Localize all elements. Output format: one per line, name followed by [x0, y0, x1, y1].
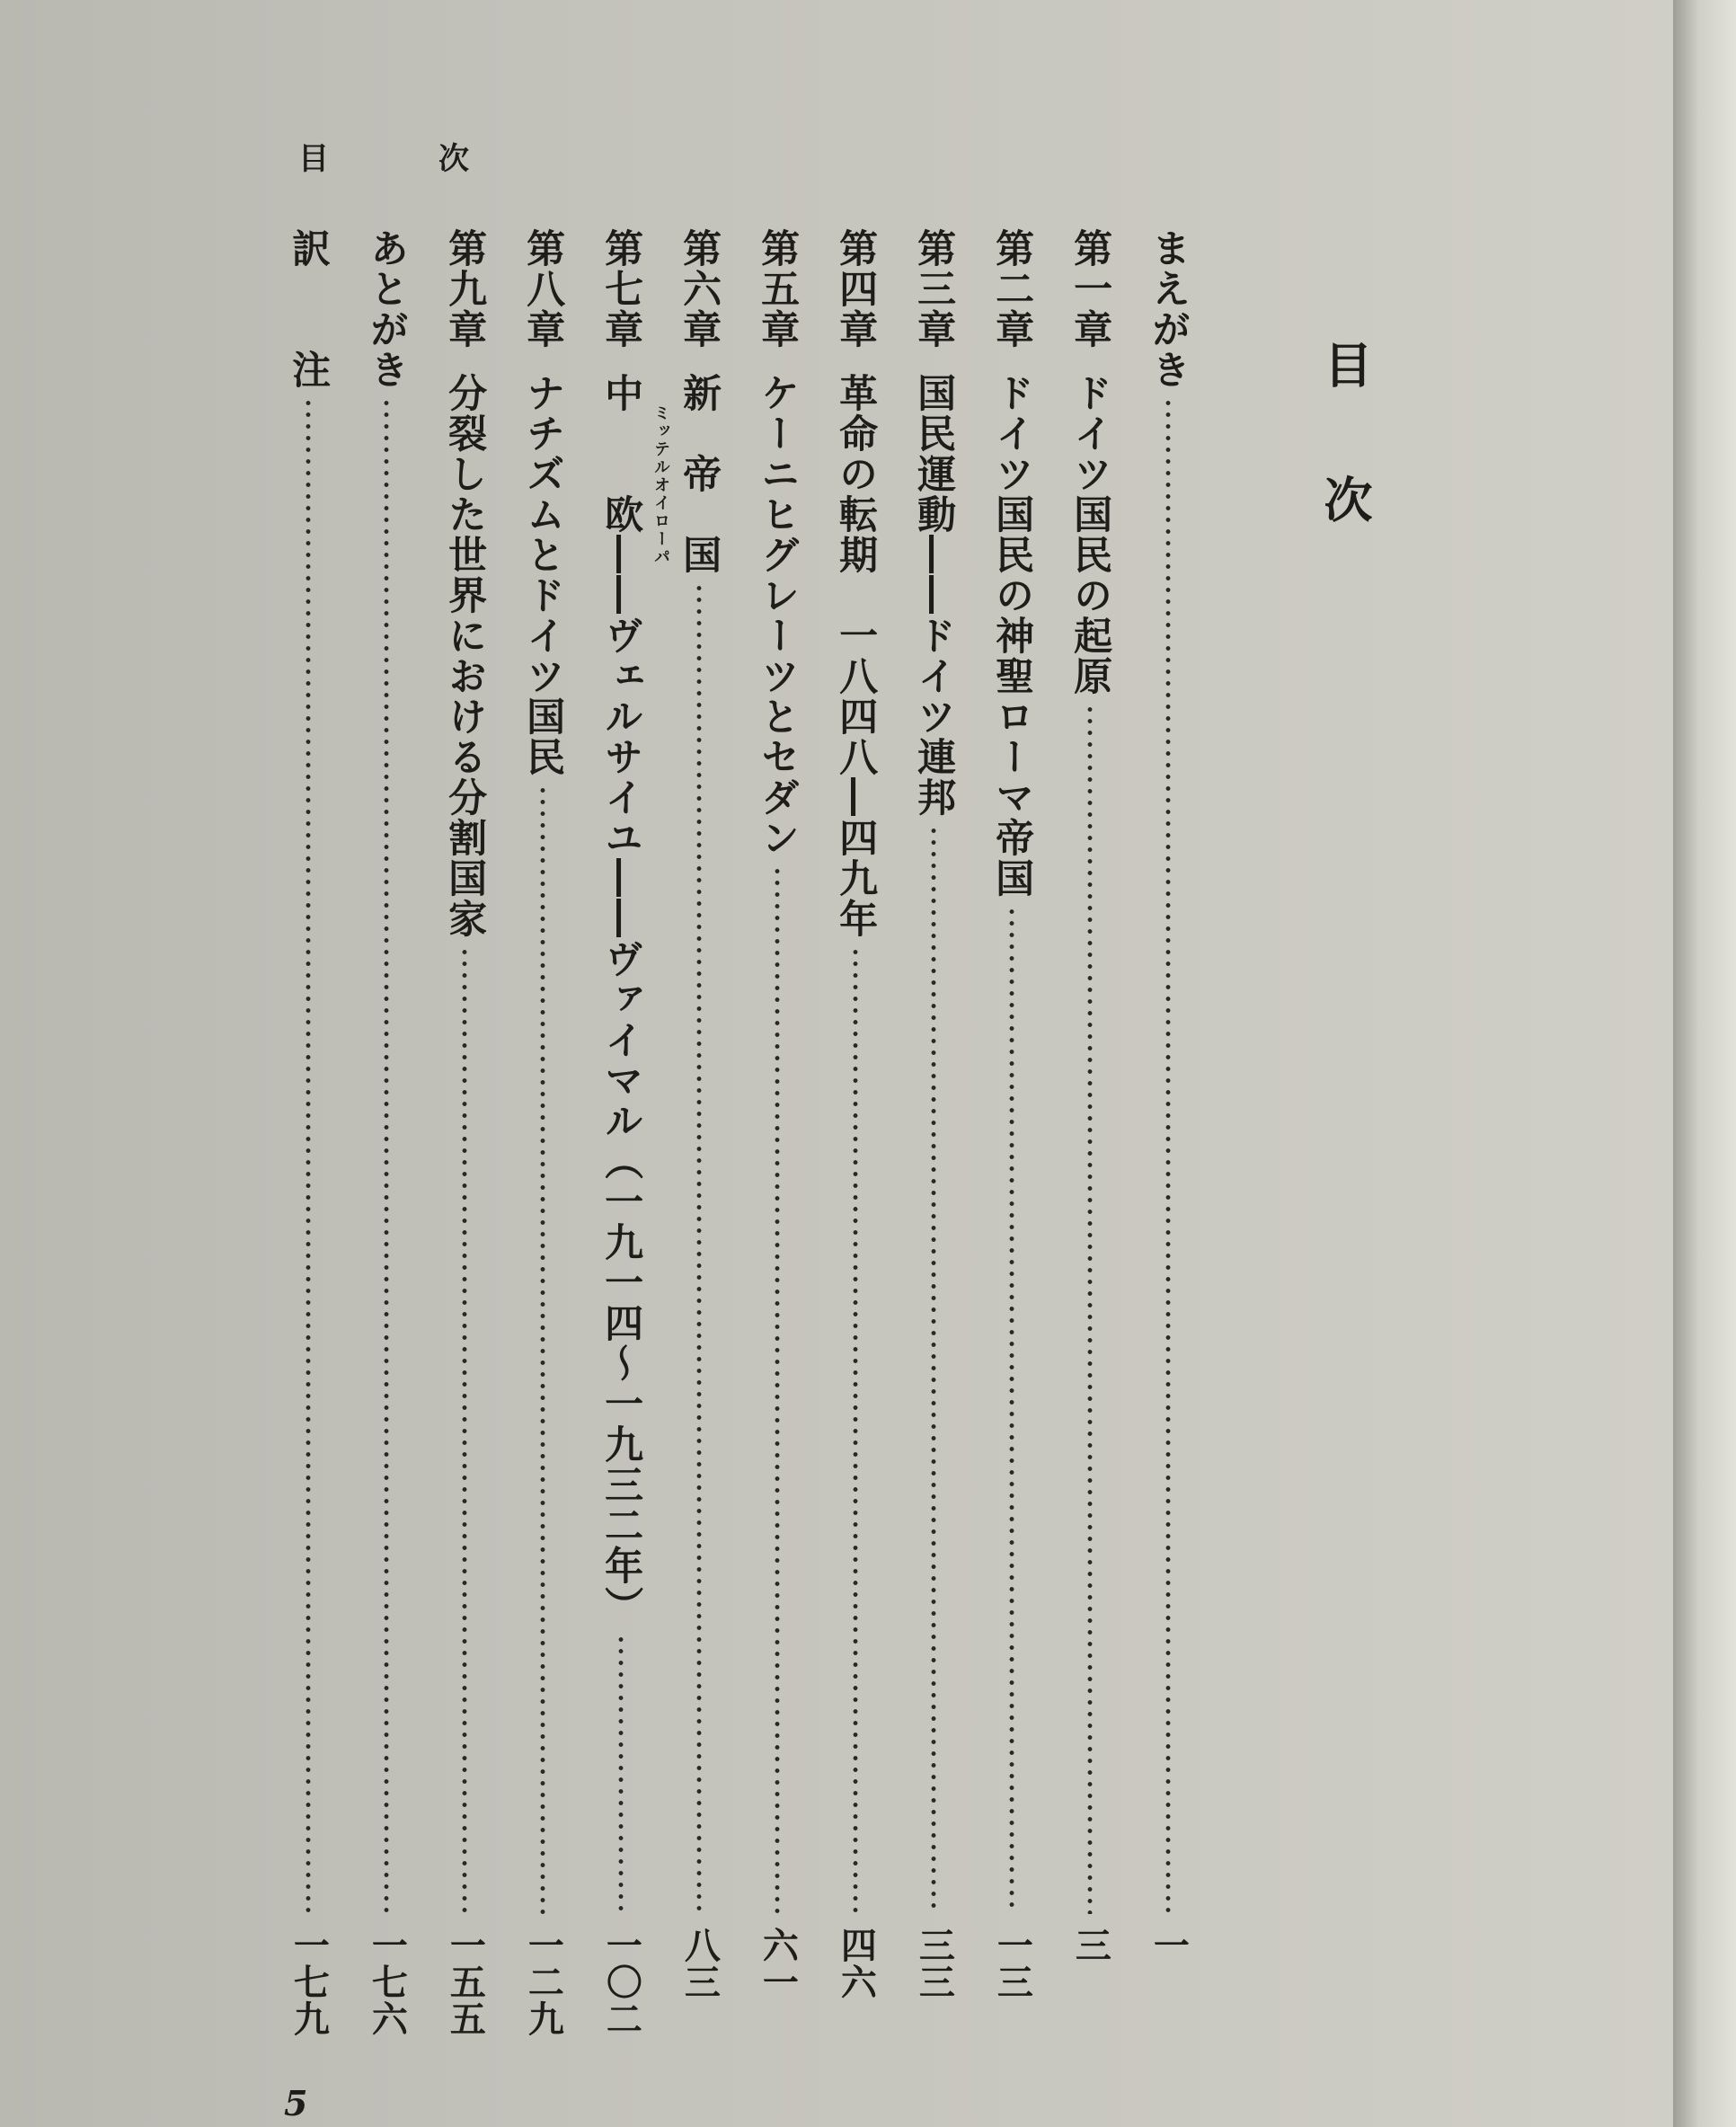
dot-leader — [539, 784, 546, 1914]
dot-leader — [1086, 704, 1094, 1914]
toc-page-number: 三三 — [913, 1927, 956, 2000]
toc-entry[interactable] — [594, 228, 648, 2037]
toc-page-number: 一三 — [991, 1927, 1034, 2000]
toc-chapter-label: まえがき — [1146, 228, 1191, 390]
dot-leader — [1008, 906, 1015, 1914]
dot-leader — [774, 865, 781, 1914]
dot-leader — [852, 946, 859, 1914]
toc-entry[interactable] — [281, 228, 335, 2037]
toc-page-number: 八三 — [678, 1927, 722, 2000]
toc-entry[interactable] — [985, 228, 1039, 2034]
toc-page-number: 三 — [1069, 1927, 1112, 1963]
toc-entry[interactable] — [1141, 228, 1195, 2034]
toc-chapter-label: 第六章 — [677, 228, 722, 350]
toc-chapter-label: あとがき — [364, 228, 410, 390]
ruby-annotation: ミッテルオイローパ — [651, 404, 670, 566]
toc-chapter-label: 第四章 — [833, 228, 879, 350]
toc-chapter-title: 分裂した世界における分割国家 — [442, 373, 488, 939]
dot-leader — [305, 397, 312, 1914]
dot-leader — [383, 397, 390, 1914]
dot-leader — [461, 946, 468, 1914]
toc-page-number: 一二九 — [522, 1927, 565, 2037]
page-edge — [1673, 0, 1736, 2127]
running-header — [298, 141, 469, 180]
toc-chapter-label: 第五章 — [755, 228, 801, 350]
toc-page-number: 一七六 — [366, 1927, 409, 2037]
toc-chapter-label: 第九章 — [442, 228, 488, 350]
toc-page-number: 一〇二 — [600, 1927, 643, 2037]
toc-chapter-label: 第一章 — [1067, 228, 1113, 350]
dot-leader — [695, 582, 703, 1914]
running-header-char-2: 次 — [438, 141, 469, 177]
toc-chapter-label: 第八章 — [520, 228, 566, 350]
toc-entry[interactable] — [516, 228, 570, 2037]
toc-chapter-title: 革命の転期 一八四八―四九年 — [833, 373, 879, 939]
toc-chapter-label: 第二章 — [989, 228, 1035, 350]
toc-entry[interactable] — [438, 228, 492, 2037]
toc-chapter-title: ナチズムとドイツ国民 — [520, 373, 566, 777]
toc-entry[interactable] — [907, 228, 961, 2034]
toc-page-number: 四六 — [835, 1927, 878, 2000]
dot-leader — [930, 825, 937, 1914]
toc-page-number: 一五五 — [444, 1927, 487, 2037]
toc-page-number: 一七九 — [288, 1927, 331, 2037]
toc-entry[interactable] — [1063, 228, 1117, 2034]
toc-chapter-title: ドイツ国民の神聖ローマ帝国 — [989, 373, 1035, 899]
toc-chapter-title: 新 帝 国 — [677, 373, 722, 575]
toc-chapter-title: ドイツ国民の起原 — [1067, 373, 1113, 696]
toc-entry[interactable] — [359, 228, 413, 2037]
toc-chapter-label: 訳 注 — [286, 228, 332, 390]
toc-page-number: 六一 — [757, 1927, 800, 2000]
dot-leader — [617, 1634, 624, 1914]
toc-entry[interactable] — [750, 228, 804, 2034]
toc-chapter-label: 第三章 — [911, 228, 957, 350]
toc-entry[interactable] — [828, 228, 882, 2034]
toc-chapter-title: 国民運動――ドイツ連邦 — [911, 373, 957, 818]
toc-page-number: 一 — [1147, 1927, 1191, 1963]
toc-entry[interactable] — [672, 228, 726, 2034]
page-title: 目次 — [1316, 340, 1374, 609]
toc-chapter-title: 中 欧――ヴェルサイユ――ヴァイマル（一九一四～一九三二年） — [598, 373, 644, 1626]
toc-chapter-label: 第七章 — [598, 228, 644, 350]
toc-chapter-title: ケーニヒグレーツとセダン — [755, 373, 801, 858]
running-header-char-1: 目 — [298, 141, 329, 177]
page-number: 5 — [284, 2083, 308, 2123]
dot-leader — [1165, 397, 1172, 1914]
